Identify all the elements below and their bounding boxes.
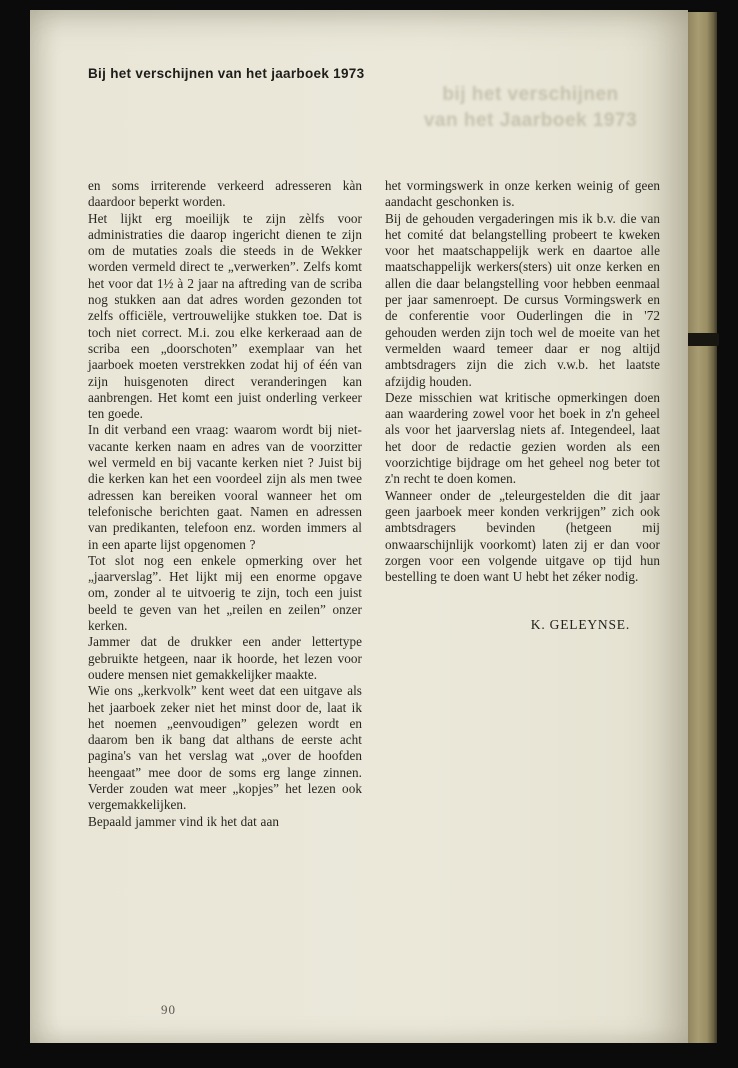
paragraph: Jammer dat de drukker een ander lettertype gebruikte hetgeen, naar ik hoorde, het lezen voor oudere mensen niet gemakkelijker maakte. [88, 634, 362, 682]
right-column [385, 178, 660, 830]
page-number: 90 [161, 1002, 176, 1017]
ghost-line-1: bij het verschijnen [442, 84, 619, 105]
paragraph: Tot slot nog een enkele opmerking over het „jaarverslag”. Het lijkt mij een enorme opgave om, zonder al te uitvoerig te zijn, toch een juist beeld te geven van het „reilen en zeilen” onzer kerken. [88, 552, 362, 634]
right-column-paragraphs [385, 178, 660, 585]
paragraph: Het lijkt erg moeilijk te zijn zèlfs voor administraties die daarop ingericht dienen te zijn om de mutaties zoals die steeds in de Wekker worden vermeld direct te „verwerken”. Zelfs komt het voor dat 1½ à 2 jaar na aftreding van de scriba nog stukken aan dat adres worden gezonden tot zelfs officiële, vertrouwelijke stukken toe. Dat is toch niet correct. M.i. zou elke kerkeraad aan de scriba een „doorschoten” exemplaar van het jaarboek moeten verstrekken zodat hij of één van zijn huisgenoten direct veranderingen kan aanbrengen. Het komt een juist onderling verkeer ten goede. [88, 210, 362, 422]
paragraph: Bepaald jammer vind ik het dat aan [88, 813, 279, 829]
paragraph: Wie ons „kerkvolk” kent weet dat een uitgave als het jaarboek zeker niet het minst door de, laat ik het noemen „eenvoudigen” gelezen wordt en daarom ben ik bang dat althans de eerste acht pagina's van het verslag wat „over de hoofden heengaat” mee door de soms erg lange zinnen. Verder zouden wat meer „kopjes” het lezen ook vergemakkelijken. [88, 683, 362, 813]
article-body [88, 178, 660, 830]
scan-artifact-mark [683, 333, 719, 346]
paragraph: en soms irriterende verkeerd adresseren kàn daardoor beperkt worden. [88, 178, 362, 210]
paragraph: het vormingswerk in onze kerken weinig of geen aandacht geschonken is. [385, 178, 660, 210]
signature: K. GELEYNSE. [530, 617, 630, 633]
book-page-edge [688, 12, 717, 1043]
paragraph: Bij de gehouden vergaderingen mis ik b.v. die van het comité dat belangstelling probeert te kweken voor het maatschappelijk werk en daartoe alle maatschappelijk werkers(sters) uit onze kerken en allen die daar belangstelling voor hebben eenmaal per jaar samenroept. De cursus Vormingswerk en de conferentie voor Ouderlingen die in '72 gehouden werden zijn toch wel de moeite van het vermelden waard temeer daar er nog altijd ambtsdragers zijn die zich v.w.b. het laatste afzijdig houden. [385, 210, 660, 389]
left-column [88, 178, 362, 830]
paper [30, 10, 688, 1043]
ghost-line-2: van het Jaarboek 1973 [423, 110, 638, 131]
paragraph: Deze misschien wat kritische opmerkingen doen aan waardering zowel voor het boek in z'n geheel als voor het jaarverslag niets af. Integendeel, laat het door de redactie gezien worden als een voorzichtige bijdrage om het geheel nog beter tot z'n recht te doen komen. [385, 389, 660, 487]
page-title: Bij het verschijnen van het jaarboek 1973 [88, 66, 365, 81]
ghost-showthrough-text [378, 82, 683, 134]
paragraph: In dit verband een vraag: waarom wordt bij niet-vacante kerken naam en adres van de voorzitter wel vermeld en bij vacante kerken niet ? Juist bij die kerken kan het een voordeel zijn als men twee adressen kan bereiken vooral wanneer het om telefonische berichten gaat. Namen en adressen van predikanten, telefoon enz. worden immers al in een aparte lijst opgenomen ? [88, 422, 362, 552]
paragraph: Wanneer onder de „teleurgestelden die dit jaar geen jaarboek meer konden verkrijgen” zich ook ambtsdragers bevinden (hetgeen mij onwaarschijnlijk voorkomt) laten zij er dan voor zorgen voor een volgende uitgave op tijd hun bestelling te doen want U hebt het zéker nodig. [385, 487, 660, 585]
